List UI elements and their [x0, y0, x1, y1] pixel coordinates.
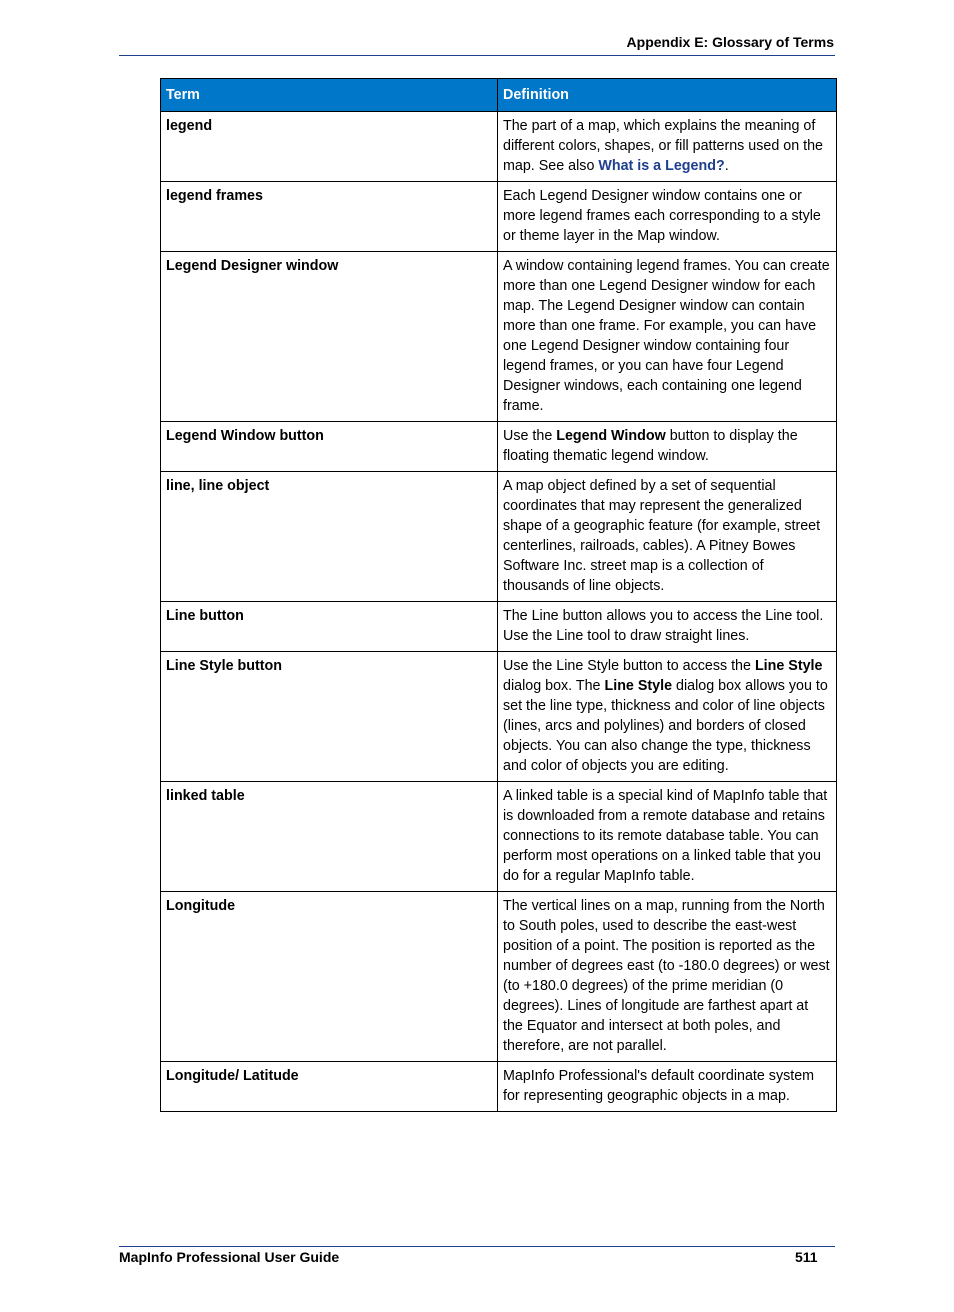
glossary-definition: [498, 782, 837, 892]
definition-text: button to display the floating thematic legend window.: [503, 428, 798, 464]
glossary-term: linked table: [161, 782, 498, 892]
definition-text: MapInfo Professional's default coordinate system for representing geographic objects in a map.: [503, 1068, 815, 1104]
definition-text: .: [724, 158, 729, 174]
definition-text: A linked table is a special kind of MapInfo table that is downloaded from a remote database and retains connections to its remote database table. You can perform most operations on a linked table that you do for a regular MapInfo table.: [503, 788, 828, 884]
definition-text: The vertical lines on a map, running from the North to South poles, used to describe the east-west position of a point. The position is reported as the number of degrees east (to -180.0 degrees) or west (to +180.0 degrees) of the prime meridian (0 degrees). Lines of longitude are farthest apart at the Equator and intersect at both poles, and therefore, are not parallel.: [503, 898, 830, 1054]
glossary-definition: [498, 1062, 837, 1112]
definition-text: dialog box allows you to set the line type, thickness and color of line objects (lines, arcs and polylines) and borders of closed objects. You can also change the type, thickness and color of objects you are editing.: [503, 678, 828, 774]
table-header-row: [161, 79, 837, 112]
glossary-definition: [498, 892, 837, 1062]
definition-text: The Line button allows you to access the Line tool. Use the Line tool to draw straight lines.: [503, 608, 824, 644]
definition-text: dialog box. The: [503, 678, 605, 694]
glossary-term: Legend Designer window: [161, 252, 498, 422]
table-row: [161, 182, 837, 252]
glossary-term: Line button: [161, 602, 498, 652]
footer-divider: [119, 1246, 835, 1247]
table-row: [161, 472, 837, 602]
table-row: [161, 112, 837, 182]
table-row: [161, 252, 837, 422]
glossary-definition: [498, 422, 837, 472]
table-row: [161, 892, 837, 1062]
glossary-term: line, line object: [161, 472, 498, 602]
table-row: [161, 782, 837, 892]
glossary-term: Longitude/ Latitude: [161, 1062, 498, 1112]
ui-term-bold: Line Style: [604, 678, 673, 694]
glossary-term: Longitude: [161, 892, 498, 1062]
glossary-term: legend: [161, 112, 498, 182]
glossary-definition: [498, 252, 837, 422]
table-row: [161, 602, 837, 652]
running-header: Appendix E: Glossary of Terms: [626, 34, 834, 50]
definition-text: Each Legend Designer window contains one or more legend frames each corresponding to a style or theme layer in the Map window.: [503, 188, 821, 244]
definition-text: A map object defined by a set of sequential coordinates that may represent the generalized shape of a geographic feature (for example, street centerlines, railroads, cables). A Pitney Bowes Software Inc. street map is a collection of thousands of line objects.: [503, 478, 821, 594]
cross-reference-link[interactable]: What is a Legend?: [598, 158, 725, 174]
glossary-definition: [498, 652, 837, 782]
table-row: [161, 422, 837, 472]
column-header-definition: Definition: [498, 79, 837, 112]
ui-term-bold: Legend Window: [556, 428, 666, 444]
glossary-body: [161, 112, 837, 1112]
header-divider: [119, 55, 835, 56]
glossary-definition: [498, 182, 837, 252]
page-number: 511: [795, 1249, 818, 1265]
glossary-term: Legend Window button: [161, 422, 498, 472]
definition-text: Use the Line Style button to access the: [503, 658, 755, 674]
table-row: [161, 652, 837, 782]
glossary-table: [160, 78, 837, 1112]
table-row: [161, 1062, 837, 1112]
definition-text: A window containing legend frames. You can create more than one Legend Designer window for each map. The Legend Designer window can contain more than one frame. For example, you can have one Legend Designer window containing four legend frames, or you can have four Legend Designer windows, each containing one legend frame.: [503, 258, 830, 414]
glossary-definition: [498, 472, 837, 602]
footer-guide-title: MapInfo Professional User Guide: [119, 1249, 340, 1265]
column-header-term: Term: [161, 79, 498, 112]
definition-text: The part of a map, which explains the meaning of different colors, shapes, or fill patterns used on the map. See also: [503, 118, 824, 174]
glossary-term: legend frames: [161, 182, 498, 252]
ui-term-bold: Line Style: [754, 658, 823, 674]
glossary-definition: [498, 112, 837, 182]
definition-text: Use the: [503, 428, 557, 444]
glossary-term: Line Style button: [161, 652, 498, 782]
glossary-definition: [498, 602, 837, 652]
